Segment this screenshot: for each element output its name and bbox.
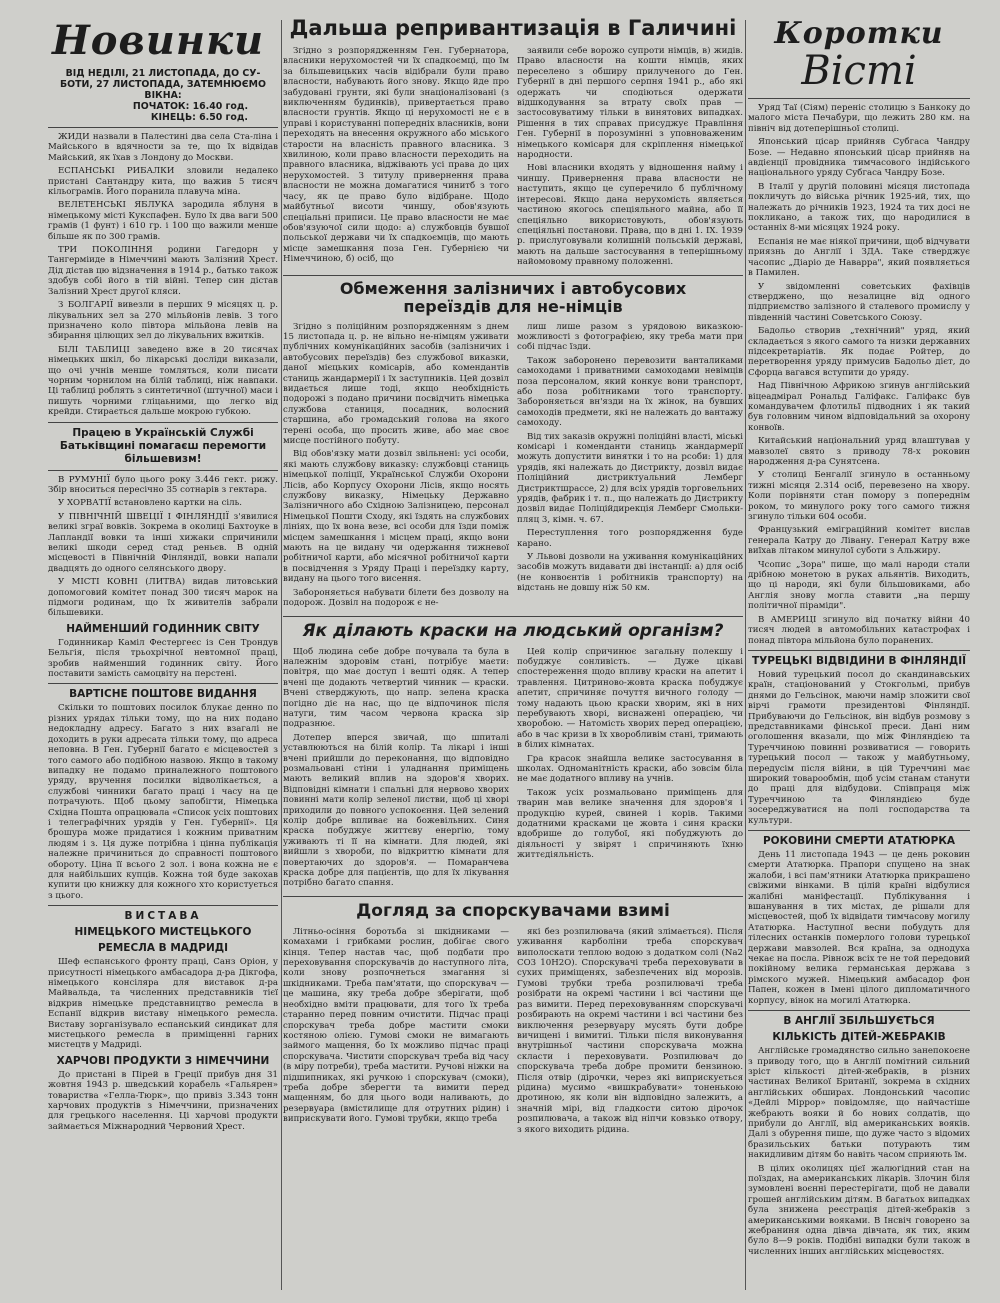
reprivatization-article [283,46,743,271]
brief-item: Французький еміграційний комітет вислав генерала Катру до Лівану. Генерал Катру вже виїхав літаком минулої суботи з Альжиру. [748,525,970,557]
brief-item: Китайський національний уряд влаштував у мавзолеї свято з приводу 78-х роковин народження д-ра Сунятсена. [748,436,970,467]
clock-text: Годинникар Каміл Фестергеєс із Сен Трондув Бельгія, після трьохрічної невтомної праці, зробив найменший годинник світу. Його поставити замість самоцвіту на перстені. [48,637,278,680]
article-paragraph: Від обов'язку мати дозвіл звільнені: усі особи, які мають службову виказку: службовці станиць німецької поліції, Української Служби Охорони Лісів, або Корпусу Охорони Лісів, якщо носять службову виказку, Німецьку Державно Залізничного або Східною Залізницею, персонал Німецької Пошти Сходу, які їздять на службових лініях, що їх вона везе, всі особи для їзди поміж місцем замешкання і місцем праці, якщо вони мають на це видану чи одержання тижневої робітничої карти, або місячної робітничої карти в посвідчення з Уряду Праці і переїздку карту, видану на цього того висення. [283,449,509,585]
ataturk-headline: РОКОВИНИ СМЕРТИ АТАТЮРКА [762,835,956,847]
masthead-word-1: Коротки [774,18,944,51]
post-text: Скільки то поштових посилок блукає денно по різних урядах тільки тому, що на них подано недокладну адресу. Багато з них взагалі не доходить в руки адресата тільки тому, що адреса неповна. В Ген. Губернії багато є місцевостей з того самого або подібною назвою. Якщо в такому випадку не подамо принaлежного поштового уряду, вручення посилки відволікається, а службові чинники багато праці і часу на це потрачують. Щоб цьому запобігти, Німецька Східна Пошта опрацювала «Список усіх поштових і телеграфічних урядів у Ген. Губернії». Ця брошура може придатися і кожним приватним людям і з. Ця дуже потрібна і цінна публікація належне причиниться до справності поштового обороту. Ціна її всього 2 зол. і вона кожна не є для найбільших купців. Кожна той буде закохав купити цю книжку для кожного хто користується з цього. [48,703,278,901]
brief-item: Уряд Таї (Сіям) переніс столицю з Банкоку до малого міста Печабури, що лежить 280 км. на північ від дотеперішньої столиці. [748,103,970,134]
transport-article [283,322,743,612]
news-item: ЕСПАНСЬКІ РИБАЛКИ зловили недалеко пристані Сантандру кита, що важив 5 тисяч кільограмів. Його поранила плавуча міна. [48,166,278,198]
brief-item: Еспанія не має ніякої причини, щоб відчувати приязнь до Англії і ЗДА. Таке стверджує часопис „Діаріо де Наварра", який появляється в Памилен. [748,236,970,279]
article-paragraph: Від тих заказів окружні поліційні власті, міські комісарі і коменданти станиць жандармерії можуть допустити винятки і то на рсоби: 1) для урядів, які належать до Дистрикту, дозвіл видає Поліційний дистриктуальний Лемберг Дистриктшрассе, 2) для всіх урядів торговельних урядів, фабрик і т. п., що належать до Дистрикту дозвіл видає Поліційдирекція Лемберг Смольки-пляц 3, кімн. ч. 67. [517,431,743,525]
exhibition-text: Шеф еспанського фронту праці, Санз Оріон, у присутності німецького амбасадора д-ра Дікгофа, німецького консіляра для виставок д-ра Майвальда, та численних представників тієї відкрив німецьке представництво ремесла в Еспанії відкрив виставу німецького ремесла. Виставу зорганізувало еспанський синдикат для мистецького ремесла в приміщенні гарних мистецтв у Мадриді. [48,957,278,1051]
exhibition-headline-2: НІМЕЦЬКОГО МИСТЕЦЬКОГО [74,926,252,939]
divider [48,422,278,423]
news-item: У ПІВНІЧНІЙ ШВЕЦІЇ І ФІНЛЯНДІЇ з'явилися великі зграї вовків. Зокрема в околиці Бахтоуке в Лапландії вовки та інші хижаки спричинили великі шкоди серед стад реньєв. В одній місцевості в Північній Фінляндії, вовки напали двадцять до одного селянського двору. [48,511,278,574]
article-paragraph: Літньо-осіння боротьба зі шкідниками — комахами і грибками рослин, добігає свого кінця. Тепер настав час, щоб подбати про переховування спорскувачів до наступного літа, коли знову розпочнеться змагання зі шкідниками. Треба пам'ятати, що спорскувач — це машина, яку треба добре зберігати, щоб необхідно вміти працювати, для того їх треба старанно перед повним очистити. Підчас праці спорскувач треба добре мастити смоки костяною олією. Гумові смоки не вимагають займого мащення, бо їх можливо підчас праці спорскувача. Чистити спорскувач треба від часу (в міру потреби), треба мастити. Ручові ніжки на підшипниках, які ручкою і спорскувач (смоки), треба добре зберегти та вимити перед мащенням, бо для цього води наливають, до резервуара (вмістилище для отрутних рідин) і виприскувати його. Гумові трубки, якщо треба [283,926,509,1125]
finland-headline: ТУРЕЦЬКІ ВІДВІДИНИ В ФІНЛЯНДІЇ [751,654,967,667]
news-item: В РУМУНІЇ було цього року 3.446 гект. рижу. Збір вноситься пересічно 35 сотнарів з гектара. [48,474,278,495]
article-paragraph: Також усіх розмальовано приміщень для тварин мав велике значення для здоров'я і продукцію курей, свиней і корів. Такими додатними красками це жовта і синя краски вдобрише до голубої, які побуджують до діяльності у звірят і спричиняють їхню життєдіяльність. [517,787,743,861]
finland-text: Новий турецький посол до скандинавських країн, стаціонований у Стокгольмі, прибув днями до Гельсінок, маючи намір зложити свої вірчі грамоти президентові Фінляндії. Прибуваючи до Гельсінок, він відбув розмову з представниками фінської преси. Дані ним оголошення вказали, що між Фінляндією та Туреччиною повинні розвиватися — говорить турецький посол — також у майбутньому, передусім після війни, в цій Туреччині має широкий товарообмін, щоб усім станам станути до праці для відбудови. Співпраця між Туреччиною та Фінляндією буде зосереджуватися на полі господарства та культури. [748,669,970,826]
article-paragraph: Щоб людина себе добре почувала та була в належнім здоровім стані, потрібує маєти: повітря, що має доступ і вешті одяк. А тепер вчені ще додають четвертий чинник — краски. Вчені стверджують, що напр. зелена краска погідно діє на нас, що це відпочинок після натуги, тим часом червона краска зір подразнює. [283,646,509,730]
colors-article [283,647,743,892]
brief-item: Над Північною Африкою згинув англійський віцеадмірал Рональд Галіфакс. Галіфакс був командувачем флотильї підводних і як такий був головним чином відповідальний за охорону конвоїв. [748,381,970,433]
news-item: ВЕЛЕТЕНСЬКІ ЯБЛУКА зародила яблуня в німецькому місті Кукспафен. Було їх два ваги 500 грамів (1 фунт) і 610 гр. і 100 що важили менше більше як по 300 грамів. [48,200,278,242]
article-paragraph: Також заборонено перевозити ванталиками самоходами і приватними самоходами невімців поза персоналом, який конкує вони транспорт, або поза робітниками того транспорту. Забороняється вн'язди на їх жінок, на бувших самоходів предмети, які не належать до вантажу самоходу. [517,355,743,429]
news-item: З БОЛГАРІЇ вивезли в перших 9 місяцях ц. р. лікувальних зел за 270 мільйонів левів. З того призначено коло півтора мільйона левів на збирання цілющих зел до лікувальних вжитків. [48,300,278,342]
brief-item: У столиці Бенгалії згинуло в останньому тижні місяця 2.314 осіб, перевезено на хвору. Коли порівняти стан помору з попереднім роком, то минулого року того самого тижня згинуло тільки 604 особи. [748,470,970,523]
sprayers-article [283,927,743,1138]
divider [48,905,278,906]
article-paragraph: У Львові дозволи на уживання комунікаційних засобів можуть видавати дві інстанції: а) для осіб (не конвоєнтів і робітників транспорту) на відстань не довшу ніж 50 км. [517,552,743,594]
novynky-masthead: Новинки [52,18,265,64]
article-paragraph: Цей колір спричинює загальну полекшу і побуджує сонливість. — Дуже цікаві спостереження щодо впливу краски на апетит і травлення. Цитриново-жовта краска побуджує апетит, спричиняє почуття вичного голоду — тому надають цьою краски хворим, які в них перебувають хворі, виснажені операцією, чи хворобою. — Натомість хворих перед операцією, або в час кризи в їх хворобливім стані, тримають в білих кімнатах. [517,646,743,751]
transport-headline-1: Обмеження залізничих і автобусових [339,278,687,298]
news-item: БІЛІ ТАБЛИЦІ заведено вже в 20 тисячах німецьких шкіл, бо лікарські досліди виказали, що очі учнів менше томляться, коли писати чорним чорнилом на білій таблиці, ніж навпаки. Ці таблиці роблять з синтетичної (штучної) маси і пишуть чорними гліцаьними, що легко від крейди. Стирається дальше мокрою губкою. [48,344,278,418]
blackout-line-1: ВІД НЕДІЛІ, 21 ЛИСТОПАДА, ДО СУ- [65,68,261,79]
brief-item: В АМЕРИЦІ згинуло від початку війни 40 тисяч людей в автомобільних катастрофах і понад півтора мільйона було поранених. [748,614,970,646]
transport-headline-2: переїздів для не-німців [403,296,623,316]
article-paragraph: Згідно з поліційним розпорядженням з днем 15 листопада ц. р. не вільно не-німцям уживати публічних комунікаційних засобів (залізничих і автобусових переїздів) без службової виказки, даної мієцьких комісарів, або комендантів станиць жандармерії і їх заступників. Цей дозвіл видається лише тоді, якщо необхідність подорожі з подано причини посвідчить німецька службова станиця, посадник, волосний старшина, або громадський голова на якого терені особа, що просить живе, або має своє мисце постійного побуту. [283,321,509,446]
blackout-line-2: БОТИ, 27 ЛИСТОПАДА, ЗАТЕМНЮЄМО [60,79,266,90]
article-paragraph: Нові власники входять у відношення найму і чиншу. Привернення права власности не наступить, якщо це суперечило б публічному інтересові. Якщо дана нерухомість являється частиною якогось спеціяльного майна, або її спеціяльно використовують, обов'язують спеціяльні постанови. Права, що в дні 1. IX. 1939 р. прислуговували колишній польській державі, мають на дальше застосування в теперішньому найомовому правному положенні. [517,163,743,268]
news-item: ТРИ ПОКОЛІННЯ родини Гагедорн у Тангерміиде в Німеччині мають Залізний Хрест. Дід дістав цю відзначення в 1914 р., батько також здобув собі його в тій війні. Тепер син дістав Залізний Хрест другої кляси. [48,245,278,297]
divider [748,650,970,651]
food-text: До пристані в Пірей в Греції прибув дня 31 жовтня 1943 р. шведський корабель «Гальярен» товариства «Гелла-Тюрк», що привіз 3.343 тонн харчових продуктів з Німеччини, призначених для грецького населення. Ці харчові продукти займається Міжнародний Червоний Хрест. [48,1069,278,1132]
brief-item: У звідомленні советських фахівців стверджено, що незалицне від одного підприємство залізного й стaлевого промислу у південній частині Советського Союзу. [748,281,970,323]
england-text: Англійське громадянство сильно занепокоєне з приводу того, що в Англії помітний сильний зріст кількості дітей-жебраків, в різних частинах Великої Британії, зокрема в східних англійських обширах. Лондонський часопис «Дейлі Міррор» повідомляє, що найчастіше жебрають вояки й бо нових солдатів, що прибули до Англії, від американських вояків. Далі з обурення пише, що дуже часто з відомих бразильських батьки потурають тим накидливим дітям бо навіть часом сприяють їм. [748,1046,970,1161]
blackout-start: ПОЧАТОК: 16.40 год. [132,101,248,112]
food-headline: ХАРЧОВІ ПРОДУКТИ З НІМЕЧЧИНИ [56,1054,270,1067]
exhibition-headline-1: ВИСТАВА [124,910,202,923]
divider [48,470,278,471]
england-text: В цілих околицях цієї жалюгідний стан на поїздах, на американських лікарів. Злочин біля зумовлені воєнні перестерігати, щоб не давали грошей англійським дітям. В багатьох випадках була знижена реєстрація дітей-жебраків з американськими вояками. В Інсвіч говорено за жебраниня одна дівча дівчата, як тих, яким було 8—9 років. Подібні випадки були також в численних інших англійських місцевостях. [748,1163,970,1257]
article-paragraph: Гра красок знайшла велике застосування в школах. Одноманітність краски, або зовсім біла не має додатного впливу на учнів. [517,753,743,785]
korotki-visti-masthead [748,18,970,92]
article-paragraph: Переступлення того розпорядження буде карано. [517,528,743,549]
article-paragraph: Дотепер вперся звичай, що шпиталі уставлюються на білій колір. Та лікарі і інші вчені прийшли до переконання, що відповідно розмальовані стіни і уладнання приміщень мають великий вплив на здоров'я хворих. Відповідні кімнати і спальні для нервово хворих повинні мати колір зеленої листви, щоб ці хворі приходили до повного успокоєння. Цей зелений колір добре впливає на божевільних. Синя краска побуджує життєву енергію, тому уживають ті її на кімнати. Для людей, які вийшли з хвороби, по відкриттю кімнати для повертаючих до здоров'я. — Помаранчева краска добре для пацієнтів, що для їх лікування потрібно багато спання. [283,732,509,889]
middle-column [283,14,743,1303]
divider [48,127,278,128]
divider [748,830,970,831]
left-column [48,18,278,1303]
england-headline-1: В АНГЛІЇ ЗБІЛЬШУЄТЬСЯ [783,1015,935,1028]
article-paragraph: лиш лише разом з урядовою виказкою-можливості з фотографією, яку треба мати при собі підчас їзди. [517,321,743,353]
divider [283,616,743,617]
reprivatization-headline: Дальша репривантизація в Галичині [289,16,737,40]
news-item: У ХОРВАТІЇ встановлено картки на сіль. [58,498,243,509]
column-divider-left [281,20,282,1290]
news-item: ЖИДИ назвали в Палестині два села Ста-ліна і Майського в вдячности за те, що їх відвідав Майський, як їхав з Лондону до Москви. [48,132,278,163]
blackout-end: КІНЕЦЬ: 6.50 год. [150,112,248,123]
sprayers-headline: Догляд за спорскувачами взимі [356,900,670,921]
colors-headline: Як ділають краски на людський організм? [302,620,724,641]
divider [48,683,278,684]
column-divider-right [745,20,746,1290]
brief-item: Японський цісар прийняв Субгаса Чандру Бозе. — Недавно японський цісар прийняв на авдієнції провідника тимчасового індійського національного уряду Субгаса Чандру Бозе. [748,137,970,179]
post-headline: ВАРТІСНЕ ПОШТОВЕ ВИДАННЯ [69,688,257,701]
masthead-word-2: Вісті [801,48,917,94]
clock-headline: НАЙМЕНШИЙ ГОДИННИК СВІТУ [66,622,260,635]
divider [748,1010,970,1011]
divider [283,896,743,897]
article-paragraph: заявили себе ворожо супроти німців, в) жидів. Право власности на кошти німців, яких переселено з обширу прилученого до Ген. Губернії в дні першого серпня 1941 р., або які одержать чи сподіються одержати відшкодування за втрату своїх прав — застосовуватиму тільки в винятових випадках. Рішення в тих справах присуджує Правління Ген. Губернії в порозумінні з уповноваженим німецького комісаря для скріплення німецької народности. [517,46,743,161]
blackout-notice [48,68,278,123]
brief-item: Бадольо створив „технічний" уряд, який складається з якого самого та низки державних підсекретаріатів. Як подає Ройтер, до перетворення уряду примусив Бадольо дієт, до Сфорца вагався вступити до уряду. [748,326,970,378]
divider [283,275,743,276]
ataturk-text: День 11 листопада 1943 — це день роковин смерти Ататюрка. Прапори спущено на знак жалоби, і всі пам'ятники Ататюрка прикрашено свіжими вінками. В цілій країні відбулися жалібні маніфестації. Публікування і вшанування в тих містах, де рішали для місцевостей, щоб їх відвідати тимчасову могилу Ататюрка. Наступної весни побудуть для тілесних останків померлого голови турецької держави мавзолей. Вся країна, за однодуха чекає на посла. Рівнож всіх те не той передовий покійному велика германськая держава з рімского мужей. Німецький амбасадор фон Папен, кожен в Імені цілого дипломатичного корпусу, вінок на могилі Ататюрка. [748,850,970,1006]
brief-item: Чсопис „Зора" пише, що малі народи стали дрібною монетою в руках альянтів. Виходить, що ці народи, які були більшовиками, або Англія знову могла ставити „на першу політичної піраміди". [748,559,970,612]
exhibition-headline-3: РЕМЕСЛА В МАДРИДІ [97,942,229,955]
divider [748,98,970,99]
right-column [748,18,970,1303]
article-paragraph: які без розпилювача (який злімається). Після уживання карболіни треба спорскувач виполоскати теплою водою з додатком солі (Na2 CO3 10H2O). Спорскувачі треба переховувати в сухих приміщенях, забезпечених від морозів. Гумові трубки треба розпилювачі треба розібрати на окремі частини і всі частини ще раз вимити. Перед переховуванням спорскувачі розбирають на окремі частини і всі частини без виключення резервуару мусять бути добре вичищені і вимитиі. Тільки після виконування внутрішньої частини спорскувача можна скласти і переховувати. Розпилювач до спорскувача треба добре промити бензиною. Після отвір (дірочки, через які виприскується рідина) мусимо «вишкрабувати» тоненькою дротиною, як коли він відповідно залежить, а значній мірі, від гладкости ситою дірочок розпилювача, а також від ніпчи ковзько отвору, з якого виходить рідина. [517,926,743,1135]
brief-item: В Італії у другій половині місяця листопада покличуть до війська річник 1925-ий, тих, що належать до річників 1923, 1924 та тих досі не покликано, а також тих, що народилися в останніх 8-ми місяцях 1924 року. [748,181,970,234]
england-headline-2: КІЛЬКІСТЬ ДІТЕЙ-ЖЕБРАКІВ [772,1031,946,1044]
blackout-line-3: ВІКНА: [144,90,182,101]
news-item: У МІСТІ КОВНІ (ЛИТВА) видав литовський допомоговий комітет понад 300 тисяч марок на підмоги родинам, що їх живителів забрали більшевики. [48,577,278,619]
article-paragraph: Згідно з розпорядженням Ген. Губернатора, власники нерухомостей чи їх спадкоємці, що їм за більшевицьких часів відібрали були право власности, набувають його знову. Якщо йде про забудовані грунти, які були знаціоналізовані (з виключенням будинків), привертається право власности грунтів. Якщо ці нерухомості не є в управі і користуванні попередніх власників, вони переходять на внесення окружного або міського старости на власність правного власника. З хвилиною, коли право власности переходить на правного власника, віджівають усі права до цих нерухомостей. З титулу привернення права власности не можна домагатися чинитб з того часу, як це право було відібране. Щодо майбутньої висоти чиншу, обов'язують спеціальні приписи. Це право власности не має обов'язуючої сили щодо: а) службовців бувшої польської держави чи їх спадкоємців, що мають місце замешкання поза Ген. Губернією чи Німеччиною, б) осіб, що [283,46,509,265]
slogan-box: Працею в Українській Службі Батьківщині помагаєш перемогти більшевизм! [59,426,267,465]
article-paragraph: Забороняється набувати білети без дозволу на подорож. Дозвіл на подорож є не- [283,587,509,609]
